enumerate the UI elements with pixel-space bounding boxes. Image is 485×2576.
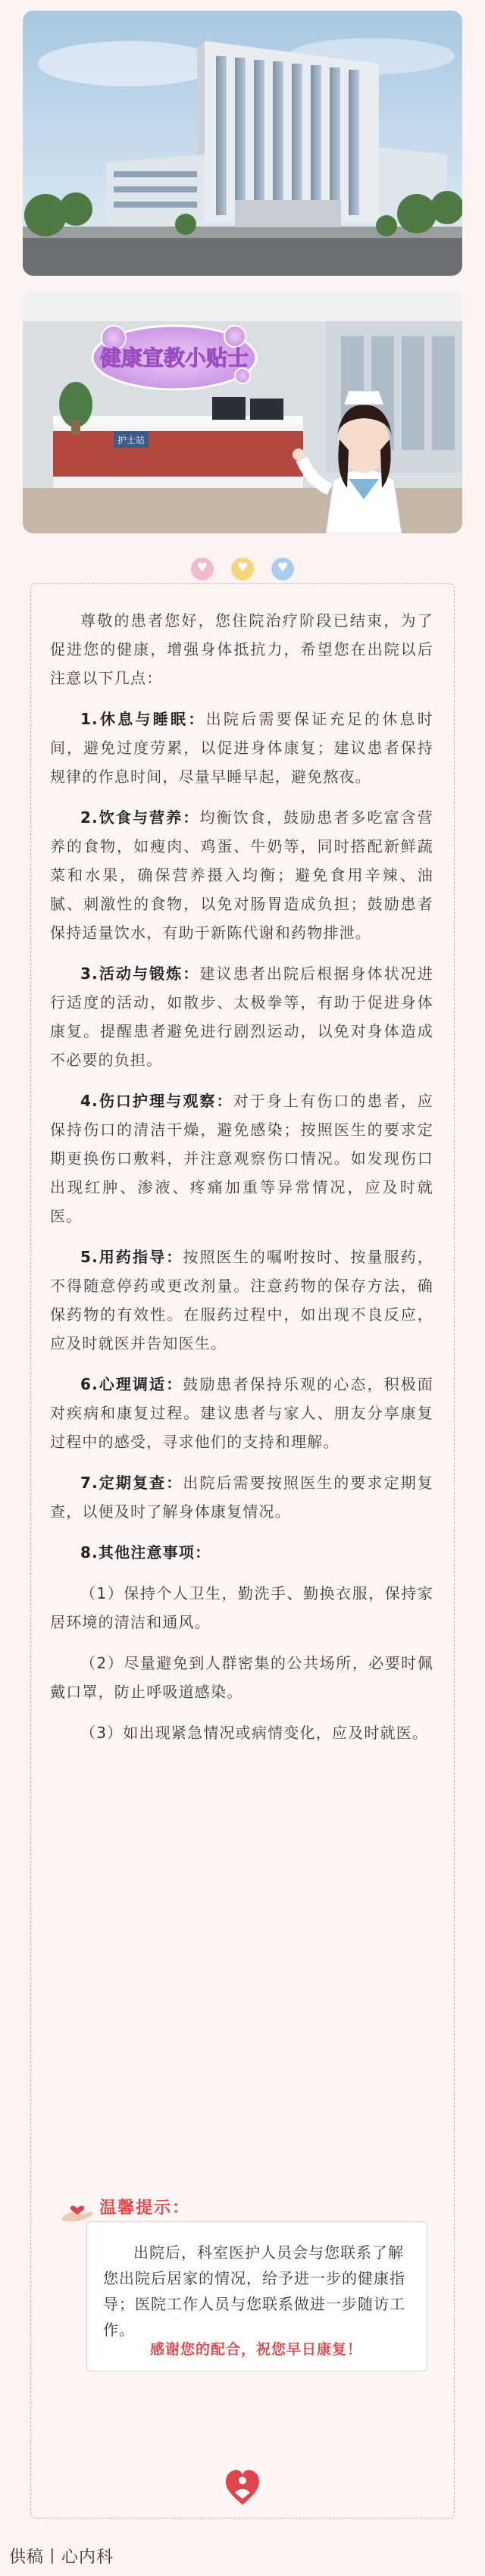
- section-rest: [50, 705, 433, 791]
- section-diet: [50, 803, 433, 947]
- warm-tip-thanks: 感谢您的配合，祝您早日康复！: [149, 2341, 362, 2358]
- section-title: 4.伤口护理与观察：: [80, 1092, 233, 1110]
- section-body: 出院后需要按照医生的要求定期复查，以便及时了解身体康复情况。: [50, 1474, 433, 1521]
- yellow-heart-icon: [231, 558, 254, 580]
- other-item: （3）如出现紧急情况或病情变化，应及时就医。: [80, 1724, 429, 1742]
- section-title: 5.用药指导：: [80, 1248, 183, 1266]
- warm-tip-header: [61, 2195, 190, 2222]
- footer-credit: 供稿丨心内科: [9, 2548, 114, 2567]
- nurse-station-sign: 护士站: [117, 435, 146, 445]
- hospital-building-photo: [23, 11, 462, 276]
- hospital-heart-logo-icon: [226, 2470, 259, 2506]
- nurse-station-photo: [23, 291, 462, 533]
- section-body: 均衡饮食，鼓励患者多吃富含营养的食物，如瘦肉、鸡蛋、牛奶等，同时搭配新鲜蔬菜和水果，确保营养摄入均衡；避免食用辛辣、油腻、刺激性的食物，以免对肠胃造成负担；鼓励患者保持适量饮水，有助于新陈代谢和药物排泄。: [50, 808, 433, 942]
- other-title: 8.其他注意事项：: [80, 1543, 211, 1562]
- section-title: 1.休息与睡眠：: [80, 710, 206, 728]
- decorative-hearts: [0, 558, 485, 583]
- section-body: 鼓励患者保持乐观的心态，积极面对疾病和康复过程。建议患者与家人、朋友分享康复过程中的感受，寻求他们的支持和理解。: [50, 1375, 433, 1451]
- section-body: 按照医生的嘱咐按时、按量服药，不得随意停药或更改剂量。注意药物的保存方法，确保药物的有效性。在服药过程中，如出现不良反应，应及时就医并告知医生。: [50, 1248, 433, 1352]
- section-follow-up: [50, 1468, 433, 1526]
- section-title: 2.饮食与营养：: [80, 808, 200, 827]
- health-tip-bubble: [92, 326, 256, 389]
- section-title: 3.活动与锻炼：: [80, 964, 200, 983]
- other-item: （1）保持个人卫生，勤洗手、勤换衣服，保持家居环境的清洁和通风。: [50, 1584, 433, 1631]
- article-content: [50, 606, 433, 1759]
- intro-paragraph: 尊敬的患者您好，您住院治疗阶段已结束，为了促进您的健康，增强身体抵抗力，希望您在出院以后注意以下几点：: [50, 611, 433, 687]
- section-body: 建议患者出院后根据身体状况进行适度的活动，如散步、太极拳等，有助于促进身体康复。提醒患者避免进行剧烈运动，以免对身体造成不必要的负担。: [50, 964, 433, 1069]
- tip-title: 健康宣教小贴士: [99, 345, 249, 370]
- section-exercise: [50, 959, 433, 1074]
- section-wound-care: [50, 1086, 433, 1230]
- blue-heart-icon: [271, 558, 294, 580]
- section-title: 7.定期复查：: [80, 1474, 183, 1492]
- pink-heart-icon: [191, 558, 214, 580]
- section-body: 出院后需要保证充足的休息时间，避免过度劳累，以促进身体康复；建议患者保持规律的作息时间，尽量早睡早起，避免熬夜。: [50, 710, 433, 786]
- section-mental: [50, 1370, 433, 1456]
- section-medication: [50, 1243, 433, 1358]
- warm-tip-text: 出院后，科室医护人员会与您联系了解您出院后居家的情况，给予进一步的健康指导；医院工作人员与您联系做进一步随访工作。: [103, 2243, 405, 2339]
- other-item: （2）尽量避免到人群密集的公共场所，必要时佩戴口罩，防止呼吸道感染。: [50, 1654, 433, 1701]
- section-body: 对于身上有伤口的患者，应保持伤口的清洁干燥，避免感染；按照医生的要求定期更换伤口敷料，并注意观察伤口情况。如发现伤口出现红肿、渗液、疼痛加重等异常情况，应及时就医。: [50, 1092, 433, 1225]
- warm-tip-title: 温馨提示：: [99, 2199, 191, 2218]
- section-title: 6.心理调适：: [80, 1375, 183, 1393]
- hand-heart-icon: [61, 2198, 95, 2222]
- section-other-title: [50, 1538, 433, 1567]
